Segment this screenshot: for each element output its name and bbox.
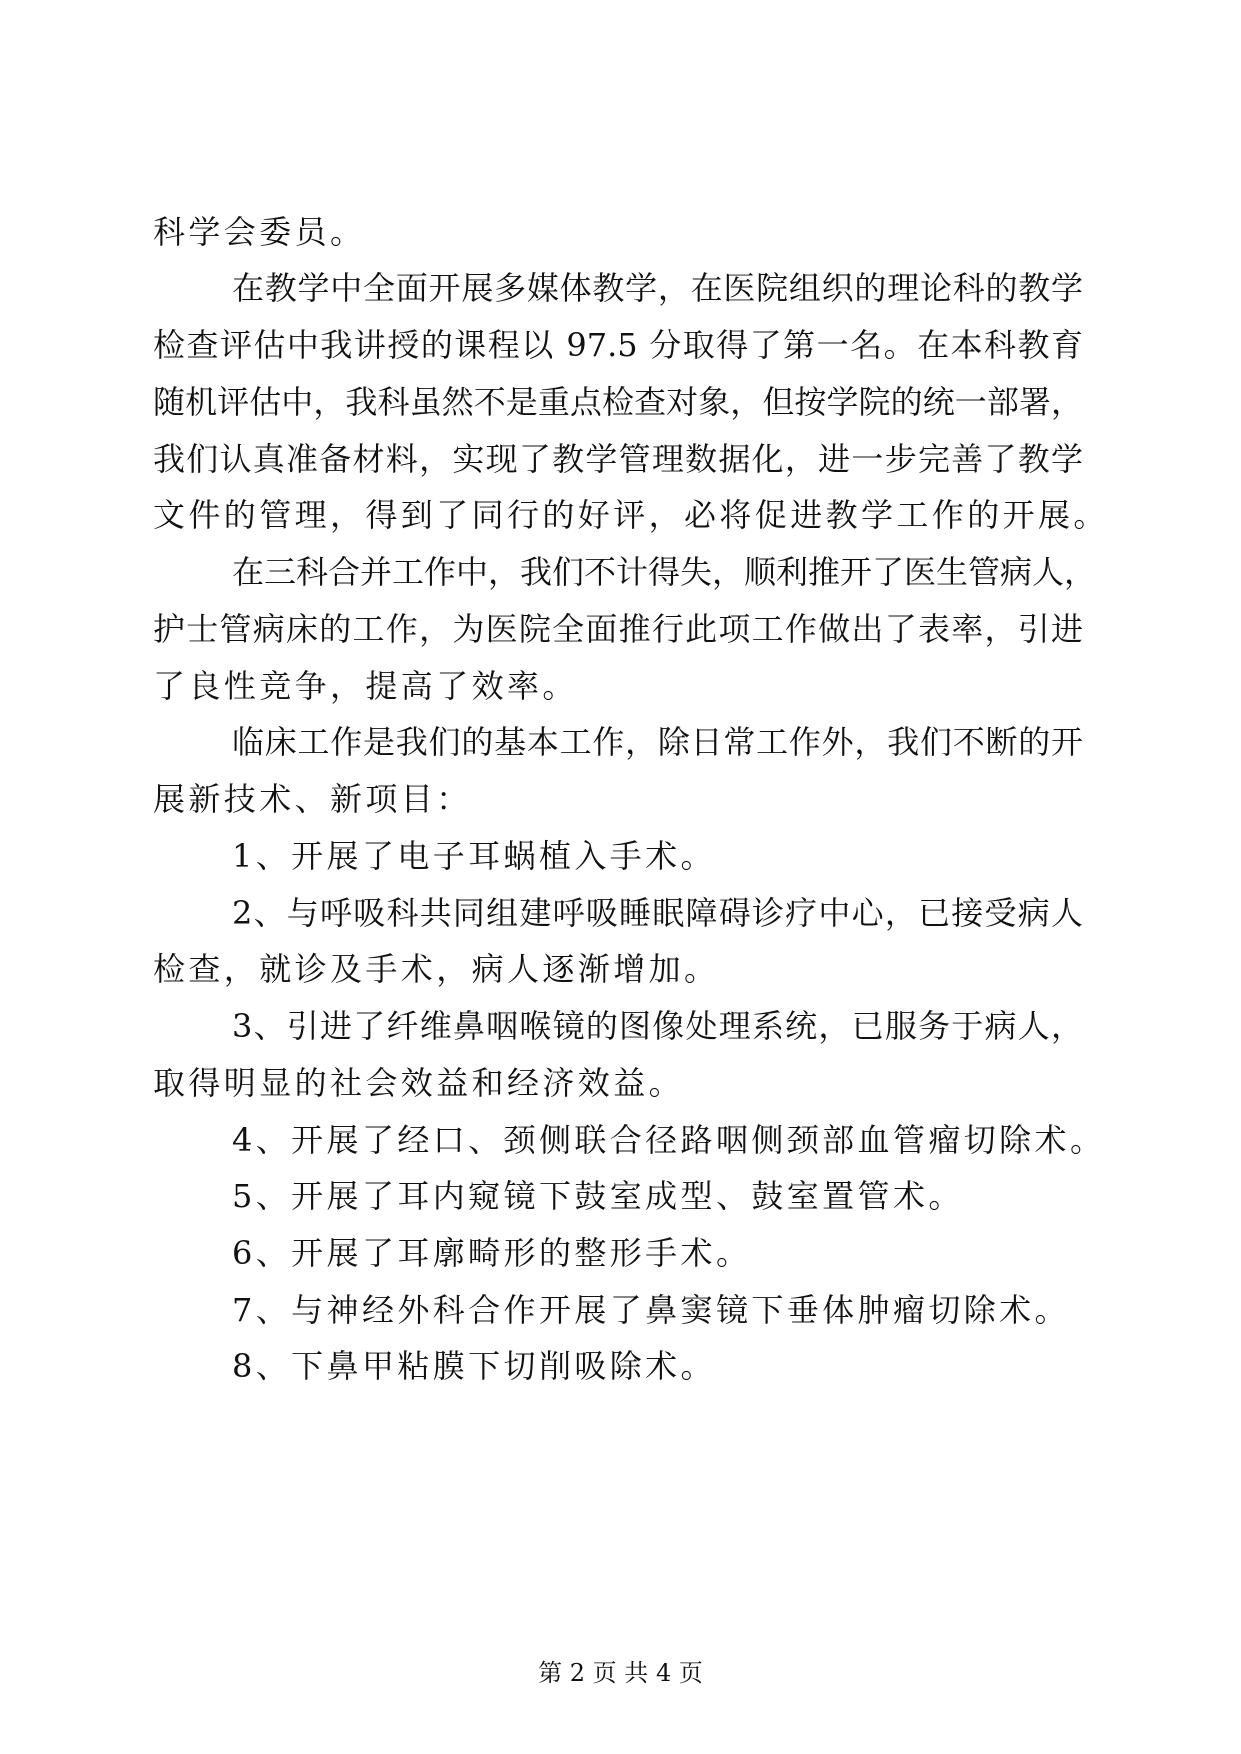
list-item-4: 4、开展了经口、颈侧联合径路咽侧颈部血管瘤切除术。 <box>232 1121 1106 1159</box>
text-line-10: 临床工作是我们的基本工作，除日常工作外，我们不断的开 <box>232 723 1083 761</box>
list-item-7: 7、与神经外科合作开展了鼻窦镜下垂体肿瘤切除术。 <box>232 1291 1070 1329</box>
list-item-2: 2、与呼吸科共同组建呼吸睡眠障碍诊疗中心，已接受病人 <box>232 894 1083 932</box>
text-line-7: 在三科合并工作中，我们不计得失，顺利推开了医生管病人， <box>232 553 1097 591</box>
text-line-9: 了良性竞争，提高了效率。 <box>153 667 578 705</box>
list-item-3: 3、引进了纤维鼻咽喉镜的图像处理系统，已服务于病人， <box>232 1007 1083 1045</box>
text-line-5: 我们认真准备材料，实现了教学管理数据化，进一步完善了教学 <box>153 440 1083 478</box>
text-line-3: 检查评估中我讲授的课程以 97.5 分取得了第一名。在本科教育 <box>153 326 1083 364</box>
text-line-4: 随机评估中，我科虽然不是重点检查对象，但按学院的统一部署， <box>153 383 1083 421</box>
list-item-8: 8、下鼻甲粘膜下切削吸除术。 <box>232 1347 716 1385</box>
page-number-footer: 第 2 页 共 4 页 <box>538 1659 703 1687</box>
list-item-1: 1、开展了电子耳蜗植入手术。 <box>232 837 716 875</box>
list-item-6: 6、开展了耳廓畸形的整形手术。 <box>232 1234 752 1272</box>
list-item-3-continued: 取得明显的社会效益和经济效益。 <box>153 1064 685 1102</box>
text-line-8: 护士管病床的工作，为医院全面推行此项工作做出了表率，引进 <box>153 610 1083 648</box>
text-line-6: 文件的管理，得到了同行的好评，必将促进教学工作的开展。 <box>153 496 1109 534</box>
text-line-2: 在教学中全面开展多媒体教学，在医院组织的理论科的教学 <box>232 269 1083 307</box>
list-item-5: 5、开展了耳内窥镜下鼓室成型、鼓室置管术。 <box>232 1177 964 1215</box>
text-line-11: 展新技术、新项目： <box>153 780 472 818</box>
text-line-1: 科学会委员。 <box>153 213 366 251</box>
list-item-2-continued: 检查，就诊及手术，病人逐渐增加。 <box>153 950 720 988</box>
